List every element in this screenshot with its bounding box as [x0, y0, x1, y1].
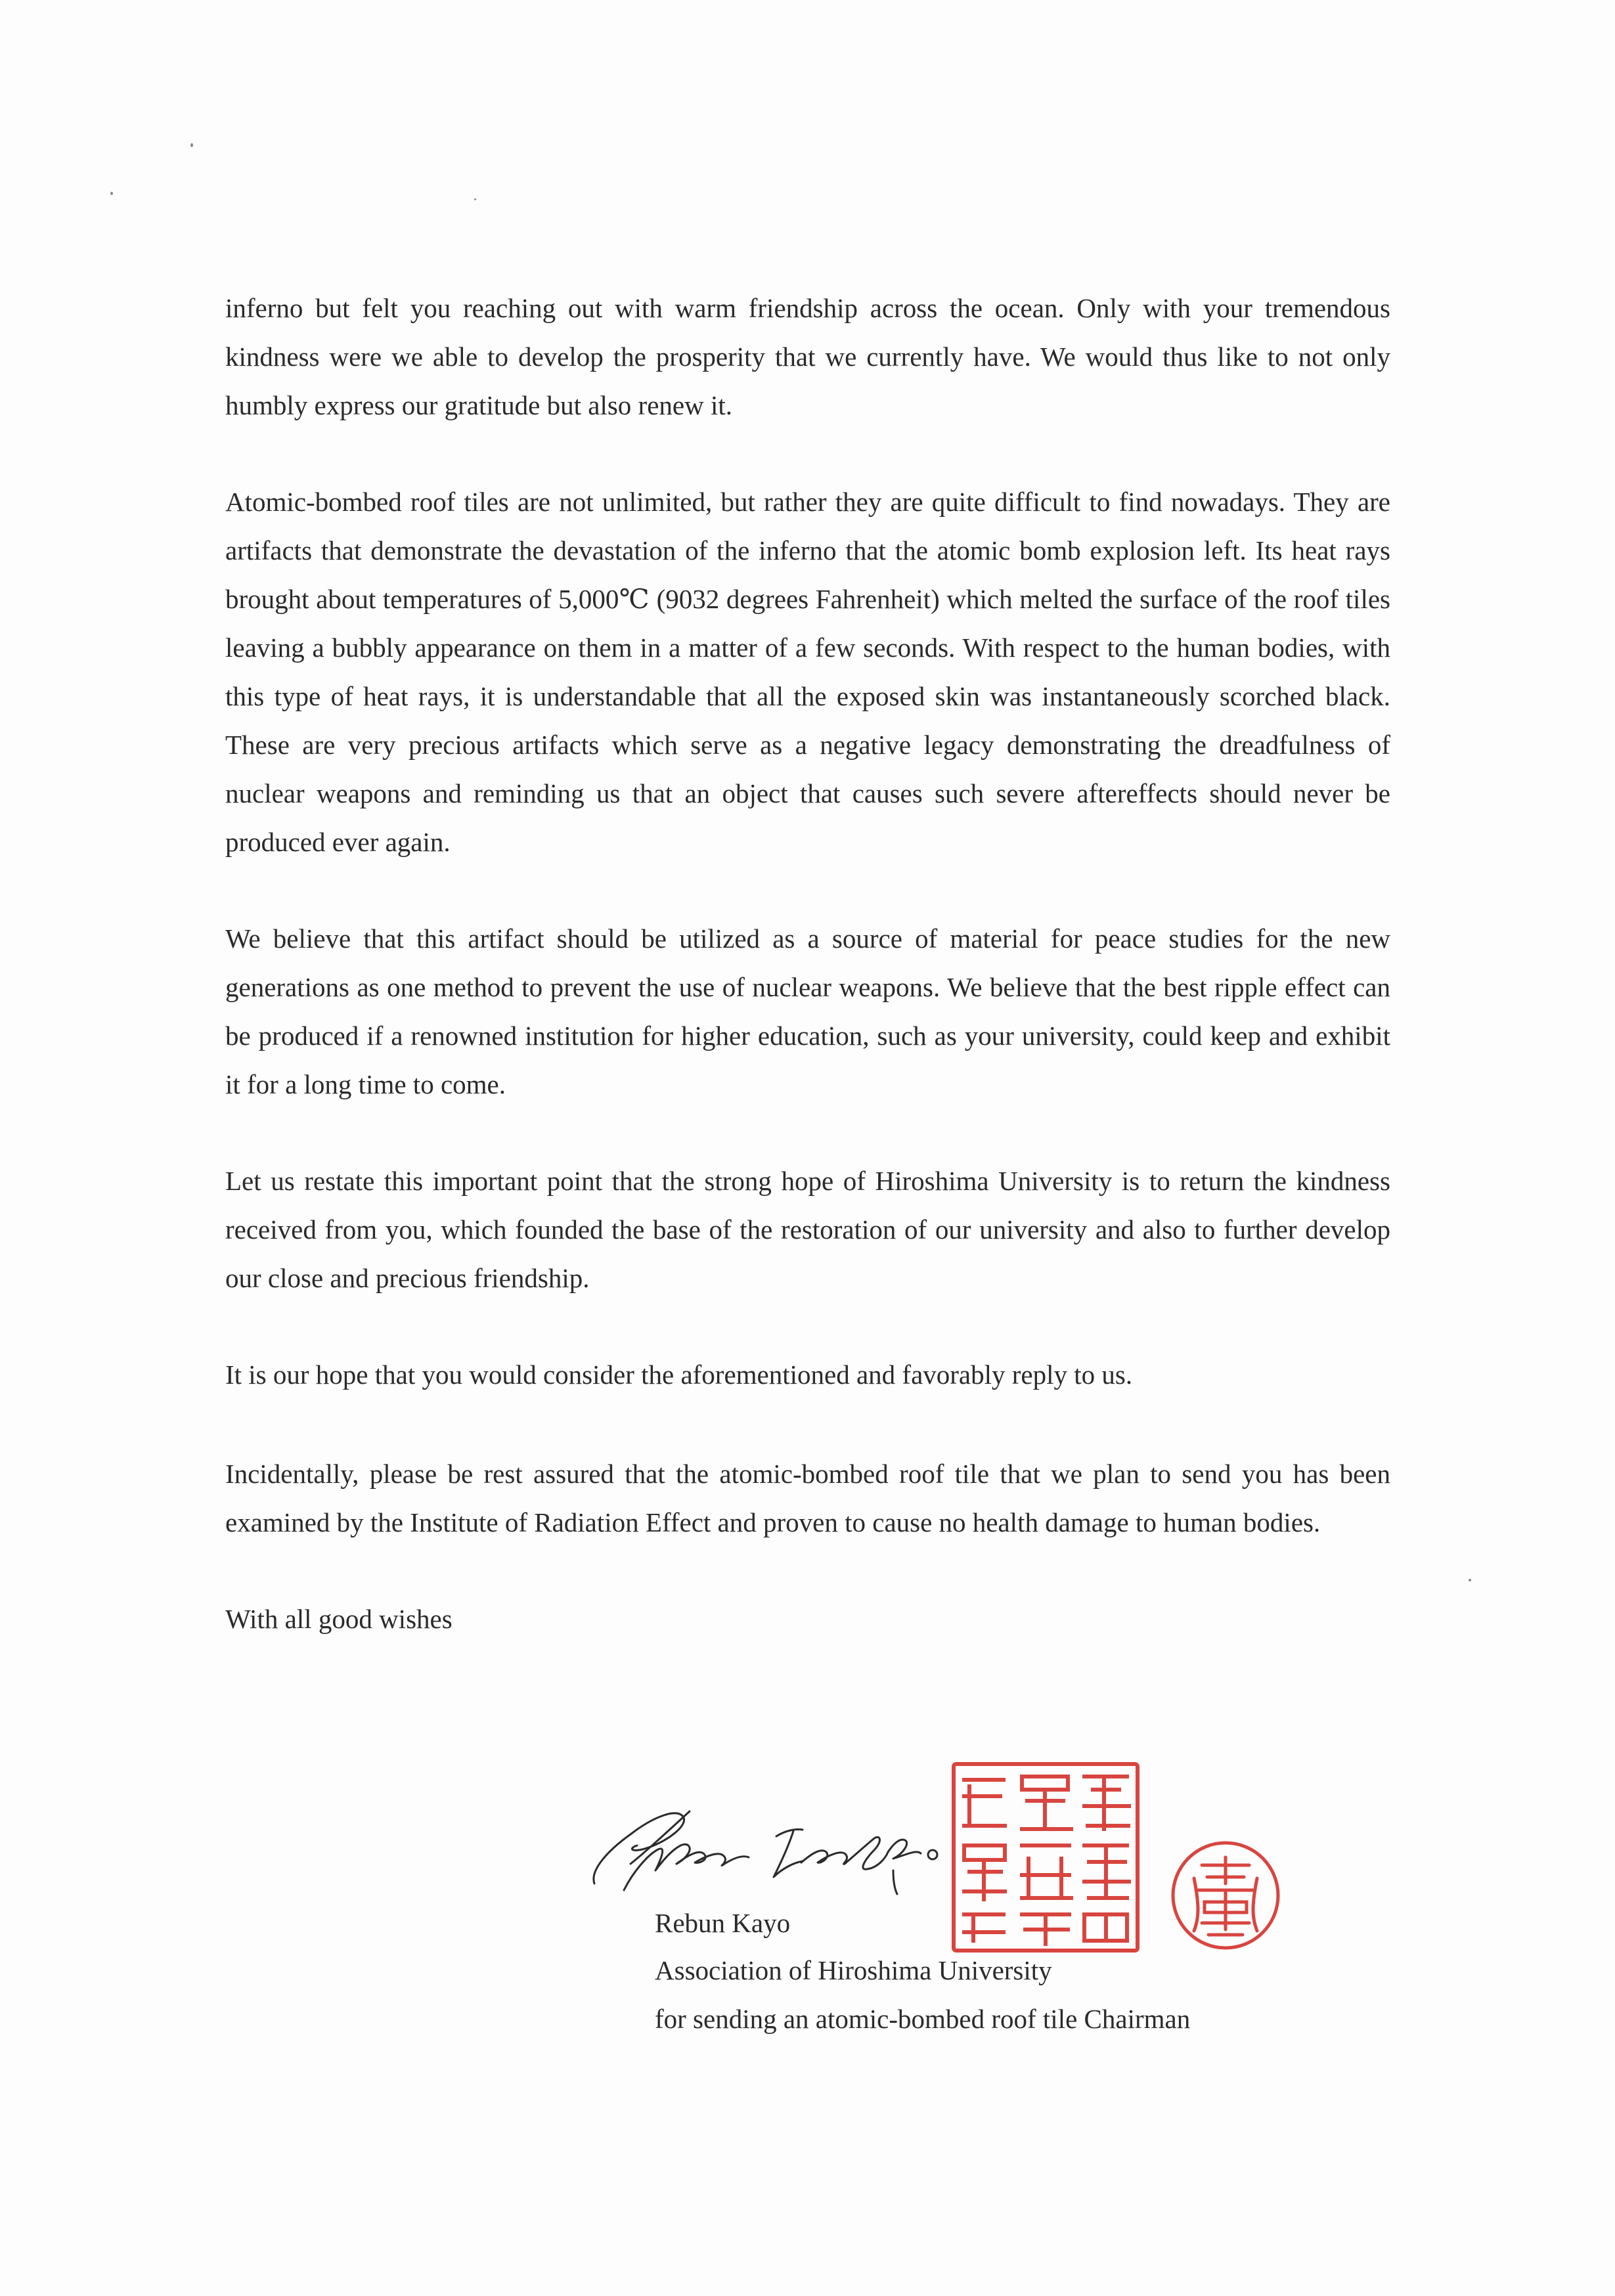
scan-speck [110, 192, 113, 195]
closing-line: With all good wishes [225, 1604, 453, 1634]
handwritten-signature [585, 1772, 952, 1897]
letter-paragraph: Atomic-bombed roof tiles are not unlimited, but rather they are quite difficult to find nowadays. They are artifacts that demonstrate the devastation of the inferno that the atomic bomb explosion left. Its heat rays brought about temperatures of 5,000℃ (9032 degrees Fahrenheit) which melted the surface of the roof tiles leaving a bubbly appearance on them in a matter of a few seconds. With respect to the human bodies, with this type of heat rays, it is understandable that all the exposed skin was instantaneously scorched black. These are very precious artifacts which serve as a negative legacy demonstrating the dreadfulness of nuclear weapons and reminding us that an object that causes such severe aftereffects should never be produced ever again. [225, 487, 1390, 857]
signatory-organization: Association of Hiroshima University [655, 1955, 1052, 1985]
scan-speck [190, 143, 193, 147]
square-seal-stamp [950, 1760, 1141, 1954]
scan-speck [1469, 1579, 1471, 1581]
letter-paragraph: Let us restate this important point that the strong hope of Hiroshima University is to return the kindness received from you, which founded the base of the restoration of our university and also to further develop our close and precious friendship. [225, 1166, 1390, 1293]
letter-paragraph: We believe that this artifact should be utilized as a source of material for peace studies for the new generations as one method to prevent the use of nuclear weapons. We believe that the best ripple effect can be produced if a renowned institution for higher education, such as your university, could keep and exhibit it for a long time to come. [225, 923, 1390, 1099]
signature-block [578, 1760, 1366, 2036]
letter-paragraph: It is our hope that you would consider the aforementioned and favorably reply to us. [225, 1359, 1133, 1390]
signatory-title: for sending an atomic-bombed roof tile Chairman [655, 2004, 1191, 2034]
signatory-name: Rebun Kayo [655, 1908, 791, 1938]
scan-speck [474, 198, 476, 200]
letter-paragraph: Incidentally, please be rest assured that the atomic-bombed roof tile that we plan to send you has been examined by the Institute of Radiation Effect and proven to cause no health damage to human bodies. [225, 1459, 1390, 1537]
round-seal-stamp [1169, 1839, 1282, 1952]
letter-body [225, 284, 1390, 1643]
letter-paragraph: inferno but felt you reaching out with warm friendship across the ocean. Only with your tremendous kindness were we able to develop the prosperity that we currently have. We would thus like to not only humbly express our gratitude but also renew it. [225, 293, 1390, 420]
